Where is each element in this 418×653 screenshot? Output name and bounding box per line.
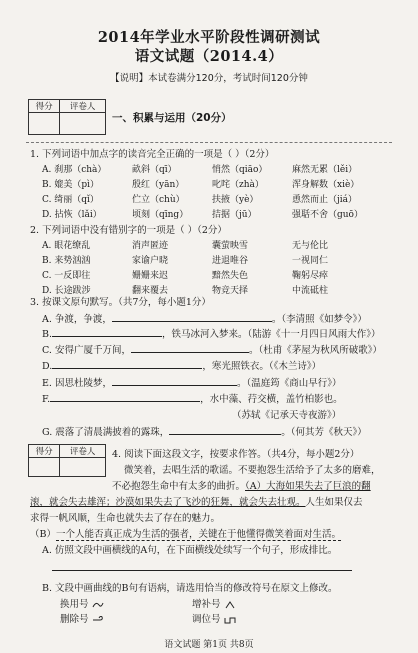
q4-sentence-a-end: 滚，就会失去雄浑；沙漠如果失去了飞沙的狂舞，就会失去壮观。 [30, 497, 306, 508]
q2-option-2-0: C. 一反即往 [42, 271, 91, 281]
dashed-separator [26, 142, 392, 143]
q2-option-0-0: A. 眼花缭乱 [42, 241, 91, 251]
q3-line-e [42, 375, 342, 389]
q1-option-2-3: 恿然而止（jiá） [292, 195, 358, 205]
q1-option-2-1: 伫立（chù） [132, 195, 185, 205]
symbol-delete-label: 删除号 [60, 614, 89, 625]
q3-line-f [42, 391, 343, 405]
score-table-1 [28, 99, 106, 135]
q3-a-blank[interactable] [112, 312, 272, 322]
q4-passage-line-3 [30, 494, 363, 508]
symbol-replace-label: 换用号 [60, 599, 89, 610]
symbol-replace [60, 596, 104, 610]
q3-d-prefix: D. [42, 361, 53, 372]
q1-option-3-0: D. 拈恢（lǎi） [42, 210, 102, 220]
grader-cell[interactable] [60, 458, 106, 477]
q3-f-suffix: ，水中藻、荇交横，盖竹柏影也。 [200, 394, 343, 405]
q4-passage-line-1: 微笑着，去唱生活的歌谣。不要抱怨生活给予了太多的磨难， [124, 465, 381, 476]
q3-f-prefix: F. [42, 394, 51, 405]
symbol-insert-label: 增补号 [192, 599, 221, 610]
q1-option-1-3: 浑身解数（xiè） [292, 180, 360, 190]
transpose-mark-icon [224, 616, 236, 624]
replace-mark-icon [92, 601, 104, 609]
symbol-transpose-label: 调位号 [192, 614, 221, 625]
q2-option-3-3: 中流砥柱 [292, 286, 329, 296]
q3-c-prefix: C. 安得广厦千万间， [42, 345, 131, 356]
q2-option-1-1: 家谕户晓 [132, 256, 169, 266]
score-table-2 [28, 444, 106, 477]
q1-option-1-1: 殷红（yān） [132, 180, 185, 190]
q4-passage-line-4: 求得一帆风顺，生命也就失去了存在的魅力。 [30, 513, 221, 524]
q3-line-c [42, 342, 382, 356]
q2-option-3-1: 翻来覆去 [132, 286, 169, 296]
q4-sentence-b: 一个人能否真正成为生活的强者，关键在于他懂得微笑着面对生活。 [55, 529, 341, 540]
q4-task-a: A. 仿照文段中画横线的A句，在下面横线处续写一个句子，形成排比。 [42, 545, 338, 556]
q3-f-source: （苏轼《记承天寺夜游》） [232, 410, 342, 421]
score-cell[interactable] [29, 458, 60, 477]
q3-a-suffix: 。（李清照《如梦令》） [271, 314, 367, 325]
score-label: 得分 [29, 100, 60, 113]
q1-option-0-0: A. 刹那（chà） [42, 165, 107, 175]
q2-option-1-0: B. 来势汹汹 [42, 256, 91, 266]
q3-a-prefix: A. 争渡，争渡， [42, 314, 112, 325]
page-footer: 语文试题 第1页 共8页 [164, 640, 254, 650]
q4-passage-line-2 [112, 478, 371, 492]
q4-sentence-a-start: （A）大海如果失去了巨浪的翻 [245, 481, 371, 492]
q3-line-b: B. ，铁马冰河入梦来。（陆游《十一月四日风雨大作》） [42, 329, 381, 340]
q1-option-0-2: 悄然（qiāo） [212, 165, 268, 175]
q1-option-0-3: 麻然无累（lěi） [292, 165, 358, 175]
q3-g-suffix: 。（何其芳《秋天》） [281, 427, 367, 438]
question-2-stem: 2. 下列词语中没有错别字的一项是（ ）（2分） [30, 225, 227, 236]
q3-f-blank[interactable] [50, 392, 200, 402]
question-4-stem: 4. 阅读下面这段文字，按要求作答。（共4分，每小题2分） [112, 449, 360, 460]
q3-e-prefix: E. 因思杜陵梦， [42, 378, 112, 389]
q2-option-1-2: 进退唯谷 [212, 256, 249, 266]
insert-mark-icon [224, 601, 236, 609]
q3-e-blank[interactable] [112, 376, 237, 386]
q3-c-suffix: 。（杜甫《茅屋为秋风所破歌》） [248, 345, 382, 356]
q1-option-2-0: C. 绮丽（qǐ） [42, 195, 99, 205]
q2-option-0-3: 无与伦比 [292, 241, 329, 251]
q2-option-3-0: D. 长途跋涉 [42, 286, 91, 296]
symbol-transpose [192, 611, 236, 625]
question-3-stem: 3. 按课文原句默写。（共7分，每小题1分） [30, 297, 211, 308]
symbol-delete [60, 611, 104, 625]
q2-option-1-3: 一视同仁 [292, 256, 329, 266]
q3-line-a [42, 311, 367, 325]
grader-label: 评卷人 [60, 445, 106, 458]
q3-line-d [42, 358, 321, 372]
q3-b-suffix: ，铁马冰河入梦来。（陆游《十一月四日风雨大作》） [162, 329, 381, 340]
exam-title-line-2: 语文试题（2014.4） [134, 48, 284, 65]
q2-option-2-2: 黯然失色 [212, 271, 249, 281]
q3-g-blank[interactable] [169, 425, 281, 435]
q1-option-3-3: 强聒不舍（guō） [292, 210, 363, 220]
q1-option-0-1: 畝斜（qī） [132, 165, 177, 175]
q3-d-blank[interactable] [52, 359, 202, 369]
q4-task-b: B. 文段中画曲线的B句有语病，请选用恰当的修改符号在原文上修改。 [42, 583, 338, 594]
symbol-insert [192, 596, 236, 610]
section-1-heading: 一、积累与运用（20分） [112, 112, 232, 124]
q4-a-answer-line[interactable] [52, 570, 352, 571]
q2-option-0-2: 囊萤映雪 [212, 241, 249, 251]
q3-b-blank[interactable] [52, 327, 162, 337]
q2-option-2-3: 鞠躬尽瘁 [292, 271, 329, 281]
q4-passage-line-5 [30, 526, 341, 540]
q1-option-1-2: 叱咤（zhà） [212, 180, 264, 190]
grader-label: 评卷人 [60, 100, 106, 113]
q2-option-2-1: 姗姗来迟 [132, 271, 169, 281]
score-label: 得分 [29, 445, 60, 458]
exam-instructions: 【说明】本试卷满分120分，考试时间120分钟 [110, 73, 308, 84]
q1-option-2-2: 扶掖（yè） [212, 195, 259, 205]
score-cell[interactable] [29, 113, 60, 135]
delete-mark-icon [92, 616, 104, 624]
q2-option-0-1: 消声匿迹 [132, 241, 169, 251]
q3-e-suffix: 。（温庭筠《商山早行》） [236, 378, 342, 389]
q3-d-suffix: ，寒光照铁衣。（《木兰诗》） [202, 361, 322, 372]
grader-cell[interactable] [60, 113, 106, 135]
q4-passage-2a: 不必抱怨生命中有太多的曲折。 [112, 481, 246, 492]
exam-title-line-1: 2014年学业水平阶段性调研测试 [97, 29, 321, 46]
q1-option-3-1: 顷刻（qīng） [132, 210, 189, 220]
question-1-stem: 1. 下列词语中加点字的读音完全正确的一项是（ ）（2分） [30, 149, 275, 160]
q1-option-3-2: 拮据（jū） [212, 210, 257, 220]
q1-option-1-0: B. 媲美（pì） [42, 180, 99, 190]
q3-g-prefix: G. 震落了清晨满披着的露珠， [42, 427, 170, 438]
q3-line-g [42, 424, 367, 438]
q4-passage-3b: 人生如果仅去 [305, 497, 363, 508]
q2-option-3-2: 物竞天择 [212, 286, 249, 296]
q3-c-blank[interactable] [131, 343, 249, 353]
q4-b-marker: （B） [30, 529, 56, 540]
